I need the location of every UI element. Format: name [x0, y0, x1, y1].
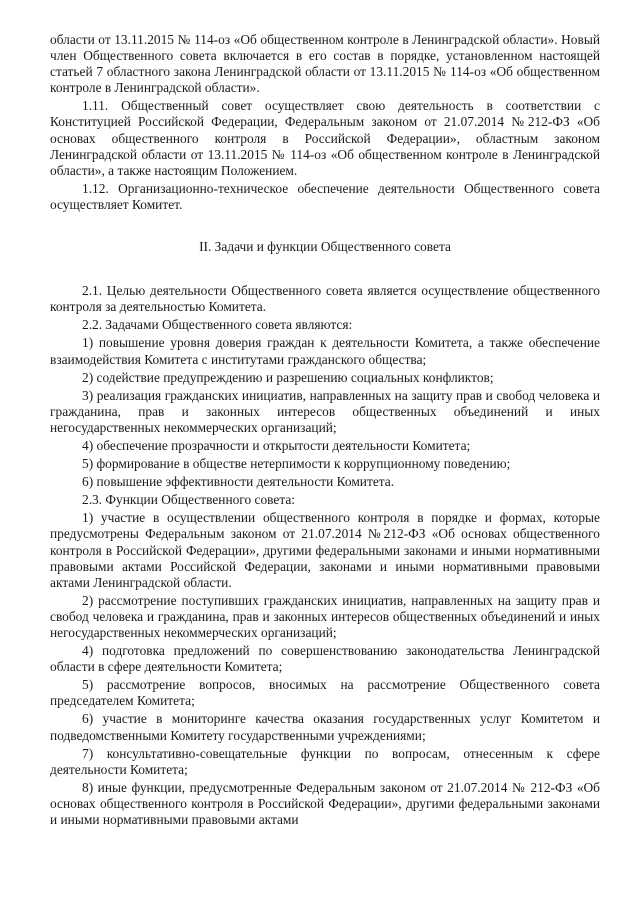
- paragraph: области от 13.11.2015 № 114-оз «Об общественном контроле в Ленинградской области». Новый член Общественного совета включается в его состав в порядке, установленном настоящей статьей 7 областного закона Ленинградской области от 13.11.2015 № 114-оз «Об общественном контроле в Ленинградской области».: [50, 32, 600, 96]
- paragraph: 1) участие в осуществлении общественного контроля в порядке и формах, которые предусмотрены Федеральным законом от 21.07.2014 №212-ФЗ «Об основах общественного контроля в Российской Федерации», другими федеральными законами и иными нормативными правовыми актами Российской Федерации, законами и иными нормативными правовыми актами Ленинградской области.: [50, 510, 600, 590]
- paragraph: 6) участие в мониторинге качества оказания государственных услуг Комитетом и подведомственными Комитету государственными учреждениями;: [50, 711, 600, 743]
- paragraph: 4) обеспечение прозрачности и открытости деятельности Комитета;: [82, 437, 471, 453]
- paragraph: 8) иные функции, предусмотренные Федеральным законом от 21.07.2014 № 212-ФЗ «Об основах общественного контроля в Российской Федерации», другими федеральными законами и иными нормативными правовыми актами: [50, 779, 600, 828]
- paragraph: 4) подготовка предложений по совершенствованию законодательства Ленинградской области в сфере деятельности Комитета;: [50, 643, 600, 675]
- paragraph: 1.11. Общественный совет осуществляет свою деятельность в соответствии с Конституцией Российской Федерации, Федеральным законом от 21.07.2014 №212-ФЗ «Об основах общественного контроля в Российской Федерации», областным законом Ленинградской области от 13.11.2015 № 114-оз «Об общественном контроле в Ленинградской области», а также настоящим Положением.: [50, 98, 600, 178]
- paragraph: 2.3. Функции Общественного совета:: [82, 492, 296, 508]
- paragraph: 1) повышение уровня доверия граждан к деятельности Комитета, а также обеспечение взаимодействия Комитета с институтами гражданского общества;: [50, 335, 600, 367]
- paragraph: 7) консультативно-совещательные функции по вопросам, отнесенным к сфере деятельности Комитета;: [50, 745, 600, 777]
- paragraph: 3) реализация гражданских инициатив, направленных на защиту прав и свобод человека и гражданина, прав и законных интересов общественных объединений и иных негосударственных некоммерческих организаций;: [50, 387, 600, 435]
- paragraph: 5) рассмотрение вопросов, вносимых на рассмотрение Общественного совета председателем Комитета;: [50, 677, 600, 709]
- paragraph: 2) рассмотрение поступивших гражданских инициатив, направленных на защиту прав и свобод человека и гражданина, прав и законных интересов общественных объединений и иных негосударственных некоммерческих организаций;: [50, 592, 600, 640]
- paragraph: 1.12. Организационно-техническое обеспечение деятельности Общественного совета осуществляет Комитет.: [50, 180, 600, 212]
- paragraph: 2.1. Целью деятельности Общественного совета является осуществление общественного контроля за деятельностью Комитета.: [50, 283, 600, 315]
- paragraph: 6) повышение эффективности деятельности Комитета.: [82, 474, 395, 490]
- section-heading: II. Задачи и функции Общественного совета: [199, 239, 451, 255]
- paragraph: 2.2. Задачами Общественного совета являются:: [82, 317, 353, 333]
- paragraph: 2) содействие предупреждению и разрешению социальных конфликтов;: [82, 369, 494, 385]
- paragraph: 5) формирование в обществе нетерпимости к коррупционному поведению;: [82, 456, 511, 472]
